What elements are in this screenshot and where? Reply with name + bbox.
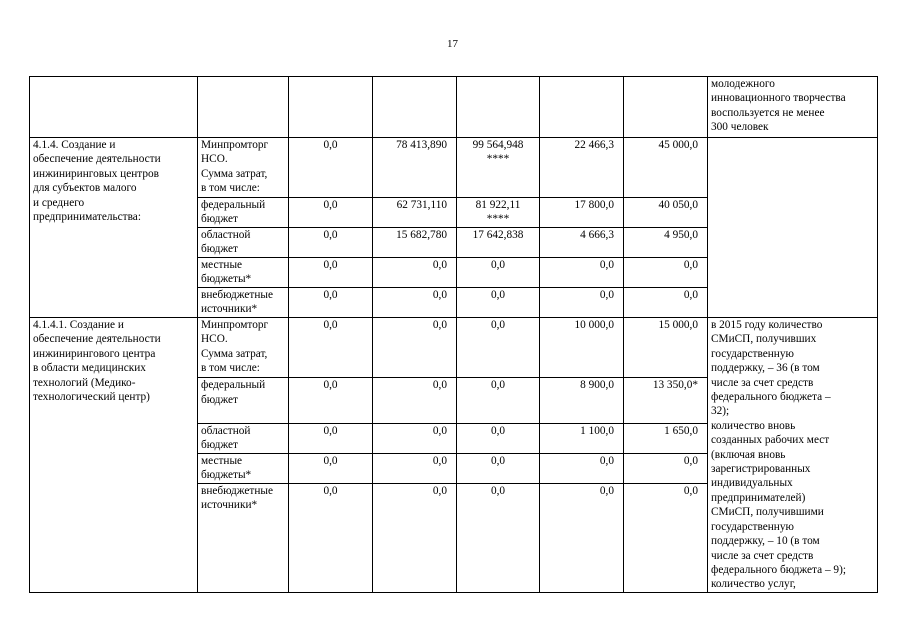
expected-result-cell xyxy=(708,138,878,318)
amount-cell: 0,0 xyxy=(289,484,373,593)
amount-cell: 4 666,3 xyxy=(540,228,624,258)
funding-source-cell: областной бюджет xyxy=(198,228,289,258)
amount-cell: 0,0 xyxy=(289,258,373,288)
amount-cell: 0,0 xyxy=(373,318,457,378)
funding-source-cell: местные бюджеты* xyxy=(198,453,289,483)
amount-cell: 0,0 xyxy=(289,228,373,258)
amount-cell: 40 050,0 xyxy=(624,198,708,228)
amount-cell: 0,0 xyxy=(624,484,708,593)
amount-cell: 0,0 xyxy=(540,288,624,318)
amount-cell: 22 466,3 xyxy=(540,138,624,198)
amount-cell: 0,0 xyxy=(624,258,708,288)
funding-source-cell: Минпромторг НСО. Сумма затрат, в том числе: xyxy=(198,138,289,198)
empty-cell xyxy=(540,77,624,138)
amount-cell: 62 731,110 xyxy=(373,198,457,228)
amount-cell: 0,0 xyxy=(289,138,373,198)
amount-cell: 17 642,838 xyxy=(457,228,540,258)
empty-cell xyxy=(624,77,708,138)
page-number: 17 xyxy=(447,38,458,50)
amount-cell: 0,0 xyxy=(540,453,624,483)
funding-source-cell: местные бюджеты* xyxy=(198,258,289,288)
amount-cell: 99 564,948 **** xyxy=(457,138,540,198)
amount-cell: 0,0 xyxy=(457,288,540,318)
amount-cell: 1 650,0 xyxy=(624,423,708,453)
funding-source-cell: федеральный бюджет xyxy=(198,378,289,423)
amount-cell: 0,0 xyxy=(373,378,457,423)
amount-cell: 0,0 xyxy=(373,484,457,593)
funding-source-cell: Минпромторг НСО. Сумма затрат, в том числе: xyxy=(198,318,289,378)
amount-cell: 0,0 xyxy=(289,318,373,378)
activity-title-cell: 4.1.4. Создание и обеспечение деятельности инжиниринговых центров для субъектов малого и среднего предпринимательства: xyxy=(30,138,198,318)
amount-cell: 10 000,0 xyxy=(540,318,624,378)
amount-cell: 45 000,0 xyxy=(624,138,708,198)
amount-cell: 0,0 xyxy=(540,484,624,593)
amount-cell: 0,0 xyxy=(540,258,624,288)
table-row xyxy=(30,318,878,378)
amount-cell: 0,0 xyxy=(457,378,540,423)
amount-cell: 78 413,890 xyxy=(373,138,457,198)
amount-cell: 15 682,780 xyxy=(373,228,457,258)
amount-cell: 0,0 xyxy=(457,318,540,378)
amount-cell: 0,0 xyxy=(289,453,373,483)
amount-cell: 13 350,0* xyxy=(624,378,708,423)
table-row xyxy=(30,77,878,138)
amount-cell: 0,0 xyxy=(624,453,708,483)
empty-cell xyxy=(373,77,457,138)
budget-table xyxy=(29,76,878,593)
amount-cell: 17 800,0 xyxy=(540,198,624,228)
amount-cell: 0,0 xyxy=(289,378,373,423)
activity-title-cell: 4.1.4.1. Создание и обеспечение деятельности инжинирингового центра в области медицинских технологий (Медико- технологический центр) xyxy=(30,318,198,593)
amount-cell: 0,0 xyxy=(289,198,373,228)
expected-result-cell: в 2015 году количество СМиСП, получивших государственную поддержку, – 36 (в том числе за счет средств федерального бюджета – 32); количество вновь созданных рабочих мест (включая вновь зарегистрированных индивидуальных предпринимателей) СМиСП, получившими государственную поддержку, – 10 (в том числе за счет средств федерального бюджета – 9); количество услуг, xyxy=(708,318,878,593)
amount-cell: 0,0 xyxy=(289,288,373,318)
amount-cell: 81 922,11 **** xyxy=(457,198,540,228)
funding-source-cell: внебюджетные источники* xyxy=(198,288,289,318)
amount-cell: 4 950,0 xyxy=(624,228,708,258)
amount-cell: 0,0 xyxy=(457,258,540,288)
amount-cell: 0,0 xyxy=(373,288,457,318)
amount-cell: 0,0 xyxy=(373,258,457,288)
table-row xyxy=(30,138,878,198)
amount-cell: 8 900,0 xyxy=(540,378,624,423)
funding-source-cell: областной бюджет xyxy=(198,423,289,453)
amount-cell: 0,0 xyxy=(373,453,457,483)
amount-cell: 1 100,0 xyxy=(540,423,624,453)
amount-cell: 0,0 xyxy=(457,484,540,593)
funding-source-cell: федеральный бюджет xyxy=(198,198,289,228)
empty-cell xyxy=(30,77,198,138)
amount-cell: 0,0 xyxy=(457,423,540,453)
expected-result-cell: молодежного инновационного творчества воспользуется не менее 300 человек xyxy=(708,77,878,138)
amount-cell: 0,0 xyxy=(624,288,708,318)
amount-cell: 15 000,0 xyxy=(624,318,708,378)
table-body xyxy=(30,77,878,593)
amount-cell: 0,0 xyxy=(373,423,457,453)
amount-cell: 0,0 xyxy=(457,453,540,483)
empty-cell xyxy=(289,77,373,138)
empty-cell xyxy=(457,77,540,138)
funding-source-cell: внебюджетные источники* xyxy=(198,484,289,593)
empty-cell xyxy=(198,77,289,138)
amount-cell: 0,0 xyxy=(289,423,373,453)
